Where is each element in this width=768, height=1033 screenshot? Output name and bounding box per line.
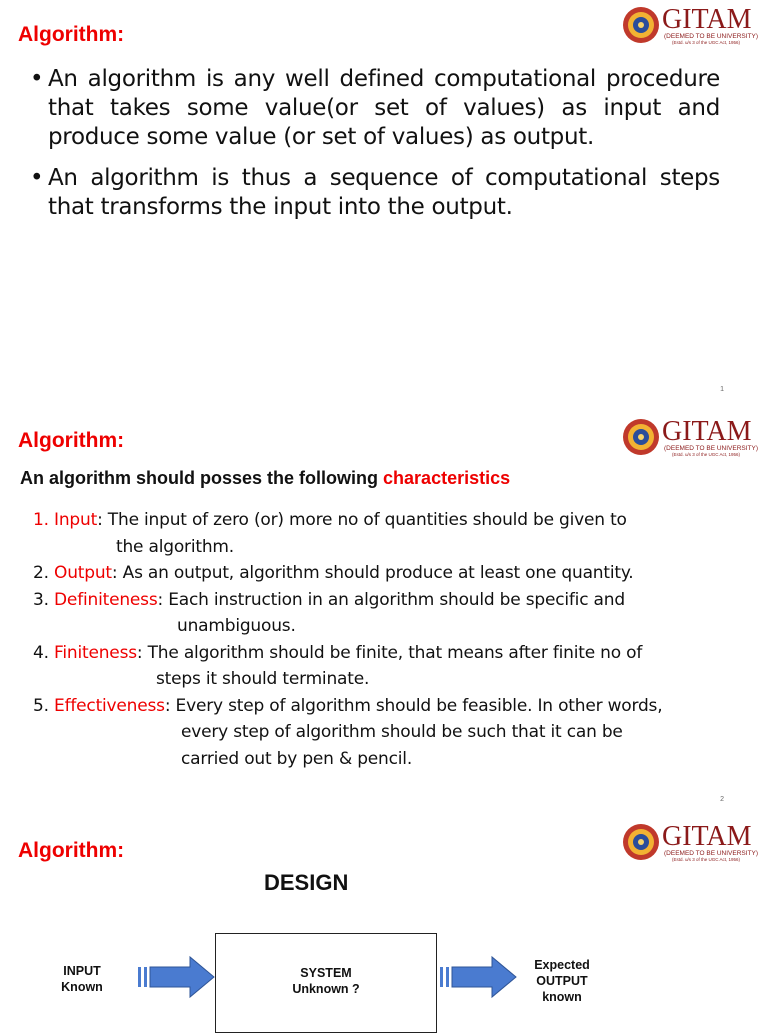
list-item: 2. Output: As an output, algorithm should produce at least one quantity. bbox=[33, 563, 634, 583]
list-item: 4. Finiteness: The algorithm should be finite, that means after finite no of steps it should terminate. bbox=[33, 642, 643, 689]
gitam-seal-icon bbox=[622, 6, 660, 44]
definition-bullets bbox=[30, 65, 720, 234]
page-number: 2 bbox=[720, 796, 724, 803]
gitam-seal-icon bbox=[622, 418, 660, 456]
slide-title: Algorithm: bbox=[18, 23, 125, 46]
characteristics-heading: An algorithm should posses the following characteristics bbox=[20, 468, 511, 488]
input-arrow-icon bbox=[138, 955, 218, 999]
design-title: DESIGN bbox=[264, 870, 349, 895]
output-label: Expected OUTPUT known bbox=[534, 958, 590, 1004]
slide-3 bbox=[0, 815, 768, 1024]
gitam-logo bbox=[622, 6, 762, 46]
bullet-item: • An algorithm is thus a sequence of computational steps that transforms the input into the output. bbox=[30, 165, 720, 220]
list-item: 1. Input: The input of zero (or) more no of quantities should be given to the algorithm. bbox=[33, 510, 627, 557]
logo-subtitle: (DEEMED TO BE UNIVERSITY) bbox=[664, 850, 759, 857]
slide-1 bbox=[0, 0, 768, 410]
output-arrow-icon bbox=[440, 955, 520, 999]
input-label: INPUT Known bbox=[61, 964, 103, 994]
logo-subtitle: (DEEMED TO BE UNIVERSITY) bbox=[664, 445, 759, 452]
slide-title: Algorithm: bbox=[18, 429, 125, 452]
logo-name: GITAM bbox=[662, 416, 752, 447]
characteristics-list bbox=[33, 507, 733, 772]
system-label: SYSTEM Unknown ? bbox=[292, 966, 360, 996]
gitam-seal-icon bbox=[622, 823, 660, 861]
logo-subtitle-2: (Estd. u/s 3 of the UGC Act, 1956) bbox=[672, 40, 741, 45]
slide-title: Algorithm: bbox=[18, 839, 125, 862]
slide-2 bbox=[0, 410, 768, 815]
list-item: 3. Definiteness: Each instruction in an algorithm should be specific and unambiguous. bbox=[33, 589, 625, 636]
logo-subtitle: (DEEMED TO BE UNIVERSITY) bbox=[664, 33, 759, 40]
gitam-logo bbox=[622, 823, 762, 863]
logo-name: GITAM bbox=[662, 4, 752, 35]
logo-subtitle-2: (Estd. u/s 3 of the UGC Act, 1956) bbox=[672, 857, 741, 862]
logo-subtitle-2: (Estd. u/s 3 of the UGC Act, 1956) bbox=[672, 452, 741, 457]
list-item: 5. Effectiveness: Every step of algorithm should be feasible. In other words, every step of algorithm should be such that it can be carried out by pen & pencil. bbox=[33, 695, 663, 769]
gitam-logo bbox=[622, 418, 762, 458]
page-number: 1 bbox=[720, 386, 724, 393]
bullet-item: • An algorithm is any well defined computational procedure that takes some value(or set of values) as input and produce some value (or set of values) as output. bbox=[30, 66, 720, 150]
logo-name: GITAM bbox=[662, 821, 752, 852]
